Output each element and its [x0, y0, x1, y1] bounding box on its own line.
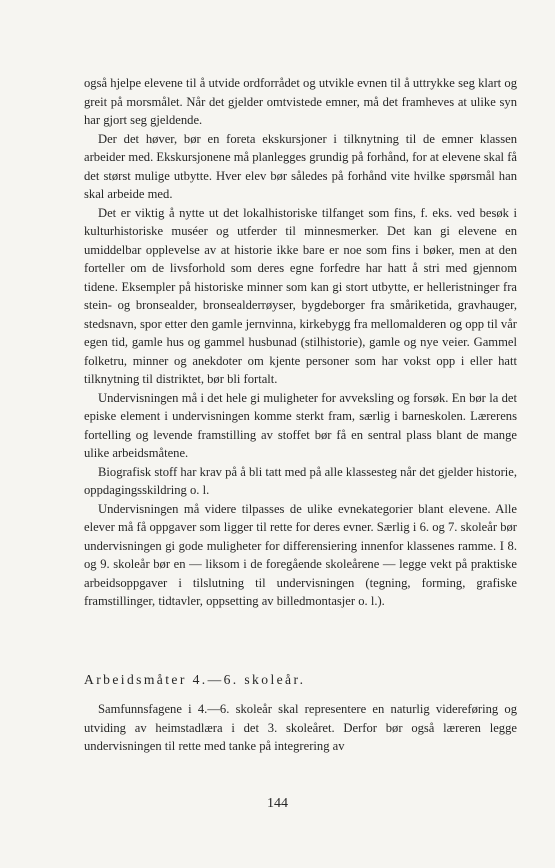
section-body-text [84, 700, 517, 756]
body-text [84, 74, 517, 611]
paragraph-6: Undervisningen må videre tilpasses de ulike evnekategorier blant elevene. Alle elever må få oppgaver som ligger til rette for deres evner. Særlig i 6. og 7. skoleår bør undervisningen gi gode muligheter for differensiering innenfor klassenes ramme. I 8. og 9. skoleår bør en — liksom i de foregående skoleårene — legge vekt på praktiske arbeidsoppgaver i tilslutning til undervisningen (tegning, forming, grafiske framstillinger, tidtavler, oppsetting av billedmontasjer o. l.). [84, 501, 517, 608]
paragraph-4: Undervisningen må i det hele gi muligheter for avveksling og forsøk. En bør la det episke element i undervisningen komme sterkt fram, særlig i barneskolen. Lærerens fortelling og levende framstilling av stoffet bør få en sentral plass blant de mange ulike arbeidsmåtene. [84, 390, 517, 460]
paragraph-3: Det er viktig å nytte ut det lokalhistoriske tilfanget som fins, f. eks. ved besøk i kulturhistoriske muséer og utferder til minnesmerker. Det kan gi elevene en umiddelbar opplevelse av at historie ikke bare er noe som fins i bøker, men at den forteller om de livsforhold som deres egne forfedre har hatt å stri med gjennom tidene. Eksempler på historiske minner som kan gi stort utbytte, er helleristninger fra stein- og bronsealder, bronsealderrøyser, bygdeborger fra småriketida, gravhauger, stedsnavn, spor etter den gamle jernvinna, kirkebygg fra mellomalderen og opp til vår egen tid, gamle hus og gammel husbunad (stilhistorie), gamle og nye veier. Gammel folketru, minner og anekdoter om kjente personer som har vokst opp i eller hatt tilknytning til distriktet, bør bli fortalt. [84, 205, 517, 386]
section-heading: Arbeidsmåter 4.—6. skoleår. [84, 672, 306, 687]
page-number: 144 [267, 796, 288, 811]
paragraph-1: også hjelpe elevene til å utvide ordforrådet og utvikle evnen til å uttrykke seg klart og greit på morsmålet. Når det gjelder omtvistede emner, må det framheves at ulike syn har gjort seg gjeldende. [84, 76, 517, 127]
section-paragraph-1: Samfunnsfagene i 4.—6. skoleår skal representere en naturlig videreføring og utviding av heimstadlæra i det 3. skoleåret. Derfor bør også læreren legge undervisningen til rette med tanke på integrering av [84, 702, 517, 753]
paragraph-5: Biografisk stoff har krav på å bli tatt med på alle klassesteg når det gjelder historie, oppdagingsskildring o. l. [84, 464, 517, 497]
paragraph-2: Der det høver, bør en foreta ekskursjoner i tilknytning til de emner klassen arbeider med. Ekskursjonene må planlegges grundig på forhånd, for at elevene skal få det størst mulige utbytte. Hver elev bør således på forhånd vite hvilke spørsmål han skal arbeide med. [84, 131, 517, 201]
